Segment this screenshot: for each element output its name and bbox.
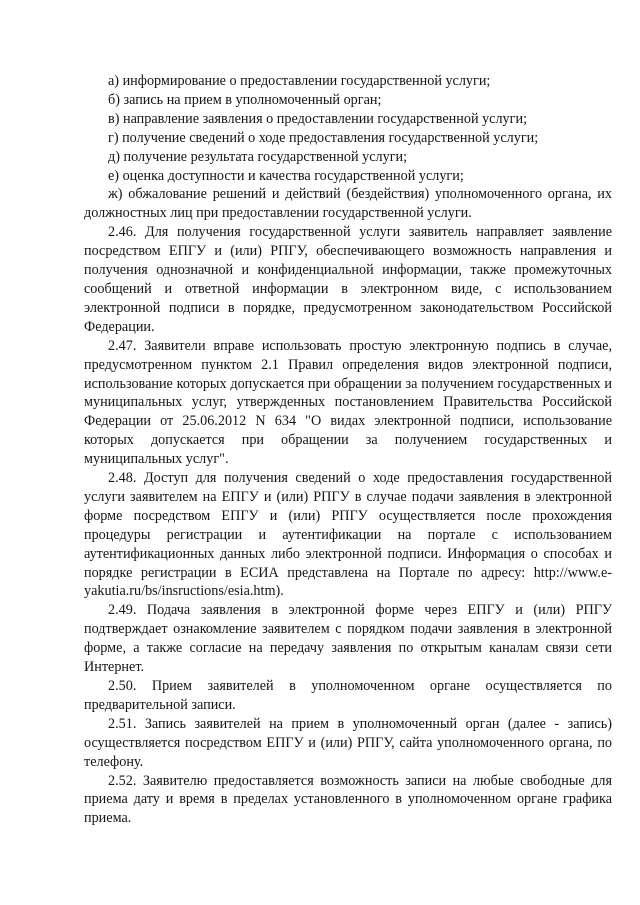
list-item-g: г) получение сведений о ходе предоставления государственной услуги;	[108, 129, 539, 146]
document-text	[84, 72, 612, 828]
paragraph-2-48: 2.48. Доступ для получения сведений о ходе предоставления государственной услуги заявителем на ЕПГУ и (или) РПГУ в случае подачи заявления в электронной форме посредством ЕПГУ и (или) РПГУ осуществляется после прохождения процедуры регистрации и аутентификации на портале с использованием аутентификационных данных либо электронной подписи. Информация о способах и порядке регистрации в ЕСИА представлена на Портале по адресу: http://www.e-yakutia.ru/bs/insructions/esia.htm).	[84, 470, 612, 600]
list-item-v: в) направление заявления о предоставлении государственной услуги;	[108, 110, 528, 127]
list-item-b: б) запись на прием в уполномоченный орган;	[108, 91, 382, 108]
list-item-e: е) оценка доступности и качества государственной услуги;	[108, 167, 464, 184]
paragraph-2-52: 2.52. Заявителю предоставляется возможность записи на любые свободные для приема дату и время в пределах установленного в уполномоченном органе графика приема.	[84, 772, 612, 827]
paragraph-2-50: 2.50. Прием заявителей в уполномоченном органе осуществляется по предварительной записи.	[84, 678, 612, 713]
list-item-a: а) информирование о предоставлении государственной услуги;	[108, 73, 491, 89]
paragraph-2-46: 2.46. Для получения государственной услуги заявитель направляет заявление посредством ЕПГУ и (или) РПГУ, обеспечивающего возможность направления и получения однозначной и конфиденциальной информации, также промежуточных сообщений и ответной информации в электронном виде, с использованием электронной подписи в порядке, предусмотренном законодательством Российской Федерации.	[84, 224, 612, 335]
list-item-d: д) получение результата государственной услуги;	[108, 148, 408, 165]
paragraph-2-49: 2.49. Подача заявления в электронной форме через ЕПГУ и (или) РПГУ подтверждает ознакомление заявителем с порядком подачи заявления в электронной форме, а также согласие на передачу заявления по открытым каналам связи сети Интернет.	[84, 602, 612, 676]
paragraph-2-51: 2.51. Запись заявителей на прием в уполномоченный орган (далее - запись) осуществляется посредством ЕПГУ и (или) РПГУ, сайта уполномоченного органа, по телефону.	[84, 715, 612, 770]
list-item-zh: ж) обжалование решений и действий (бездействия) уполномоченного органа, их должностных лиц при предоставлении государственной услуги.	[84, 186, 612, 222]
paragraph-2-47: 2.47. Заявители вправе использовать простую электронную подпись в случае, предусмотренном пунктом 2.1 Правил определения видов электронной подписи, использование которых допускается при обращении за получением государственных и муниципальных услуг, утвержденных постановлением Правительства Российской Федерации от 25.06.2012 N 634 "О видах электронной подписи, использование которых допускается при обращении за получением государственных и муниципальных услуг".	[84, 337, 612, 468]
